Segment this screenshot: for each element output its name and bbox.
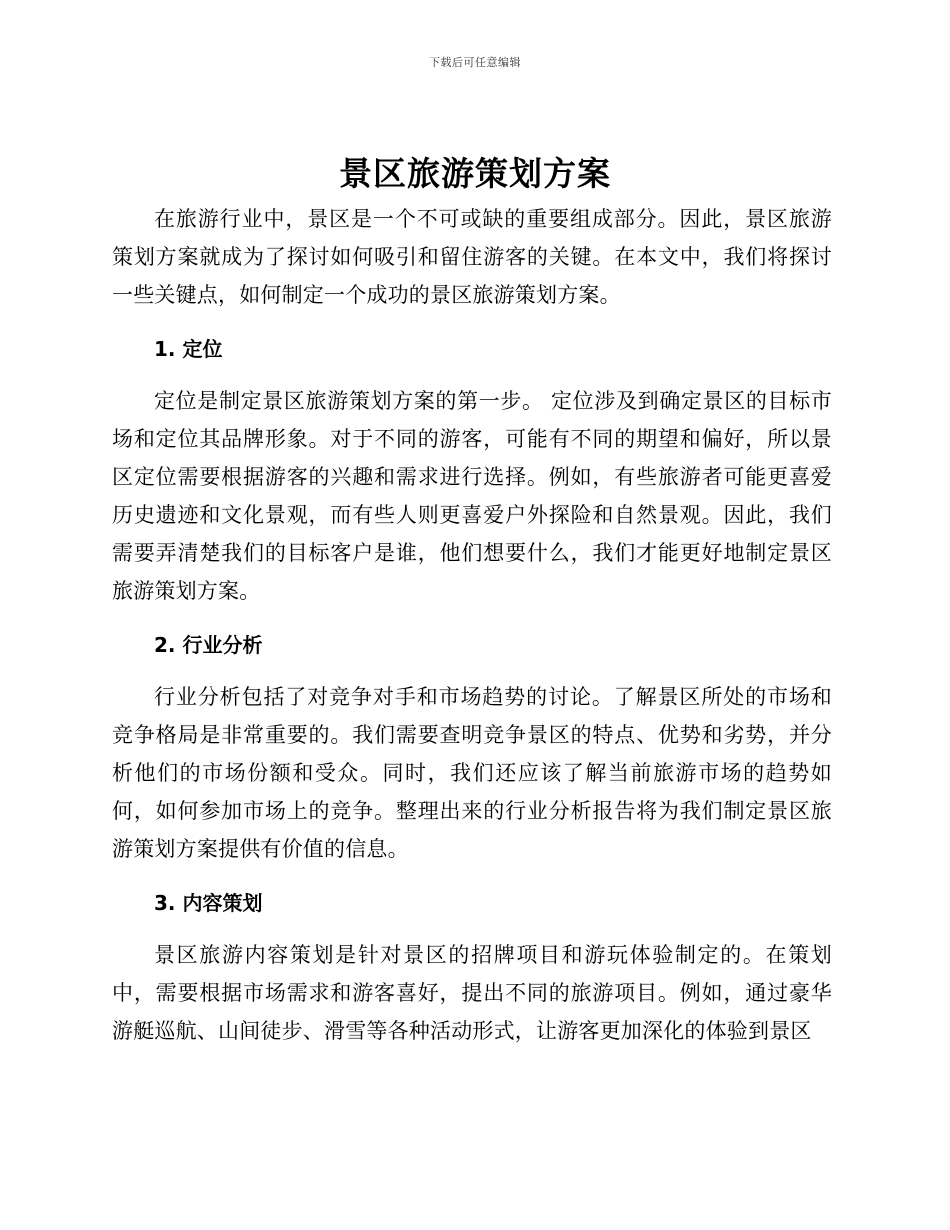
section-heading: 1. 定位: [154, 337, 223, 361]
section-industry-analysis: [112, 630, 832, 868]
section-paragraph: 定位是制定景区旅游策划方案的第一步。 定位涉及到确定景区的目标市场和定位其品牌形象。对于不同的游客，可能有不同的期望和偏好，所以景区定位需要根据游客的兴趣和需求进行选择。例如，有些旅游者可能更喜爱历史遗迹和文化景观，而有些人则更喜爱户外探险和自然景观。因此，我们需要弄清楚我们的目标客户是谁，他们想要什么，我们才能更好地制定景区旅游策划方案。: [112, 389, 832, 603]
header-note: 下载后可任意编辑: [429, 56, 521, 69]
section-positioning: [112, 334, 832, 610]
document-title: 景区旅游策划方案: [339, 154, 611, 193]
section-heading: 3. 内容策划: [154, 891, 263, 915]
section-heading: 2. 行业分析: [154, 633, 263, 657]
intro-paragraph: 在旅游行业中，景区是一个不可或缺的重要组成部分。因此，景区旅游策划方案就成为了探讨如何吸引和留住游客的关键。在本文中，我们将探讨一些关键点，如何制定一个成功的景区旅游策划方案。: [112, 207, 832, 307]
document-body: [112, 200, 832, 1050]
section-paragraph: 景区旅游内容策划是针对景区的招牌项目和游玩体验制定的。在策划中，需要根据市场需求和游客喜好，提出不同的旅游项目。例如，通过豪华游艇巡航、山间徒步、滑雪等各种活动形式，让游客更加深化的体验到景区: [112, 943, 832, 1043]
section-paragraph: 行业分析包括了对竞争对手和市场趋势的讨论。了解景区所处的市场和竞争格局是非常重要的。我们需要查明竞争景区的特点、优势和劣势，并分析他们的市场份额和受众。同时，我们还应该了解当前旅游市场的趋势如何，如何参加市场上的竞争。整理出来的行业分析报告将为我们制定景区旅游策划方案提供有价值的信息。: [112, 685, 832, 861]
section-content-planning: [112, 888, 832, 1050]
